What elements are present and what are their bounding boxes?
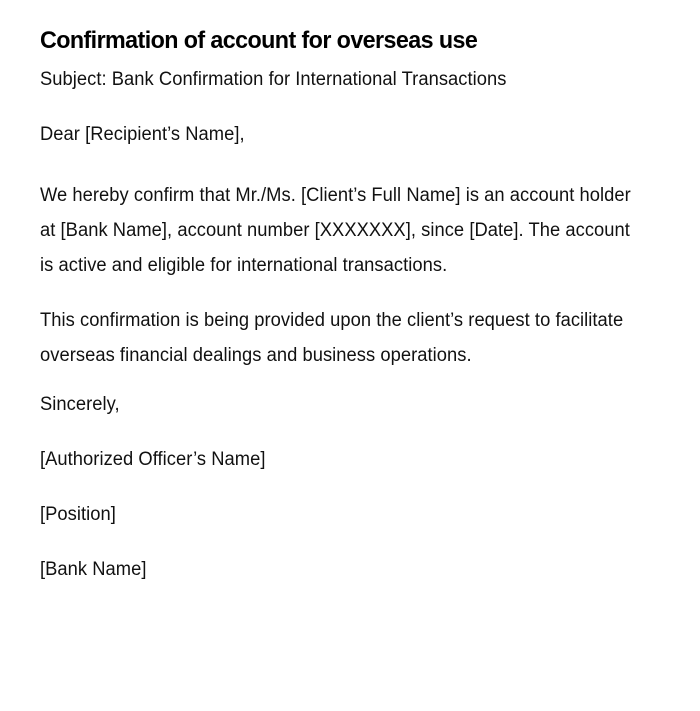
body-paragraph-confirmation: We hereby confirm that Mr./Ms. [Client’s Full Name] is an account holder at [Bank Name], account number [XXXXXXX], since [Date]. The account is active and eligible for international transactions. [40,185,631,276]
signature-officer-name: [Authorized Officer’s Name] [40,449,266,470]
body-paragraph-purpose: This confirmation is being provided upon the client’s request to facilitate overseas financial dealings and business operations. [40,310,624,366]
document-title: Confirmation of account for overseas use [40,27,478,54]
signature-position: [Position] [40,504,116,525]
signature-bank-name: [Bank Name] [40,559,147,580]
subject-line: Subject: Bank Confirmation for International Transactions [40,69,507,90]
salutation: Dear [Recipient’s Name], [40,124,245,145]
letter-document [40,24,650,613]
closing: Sincerely, [40,394,120,415]
